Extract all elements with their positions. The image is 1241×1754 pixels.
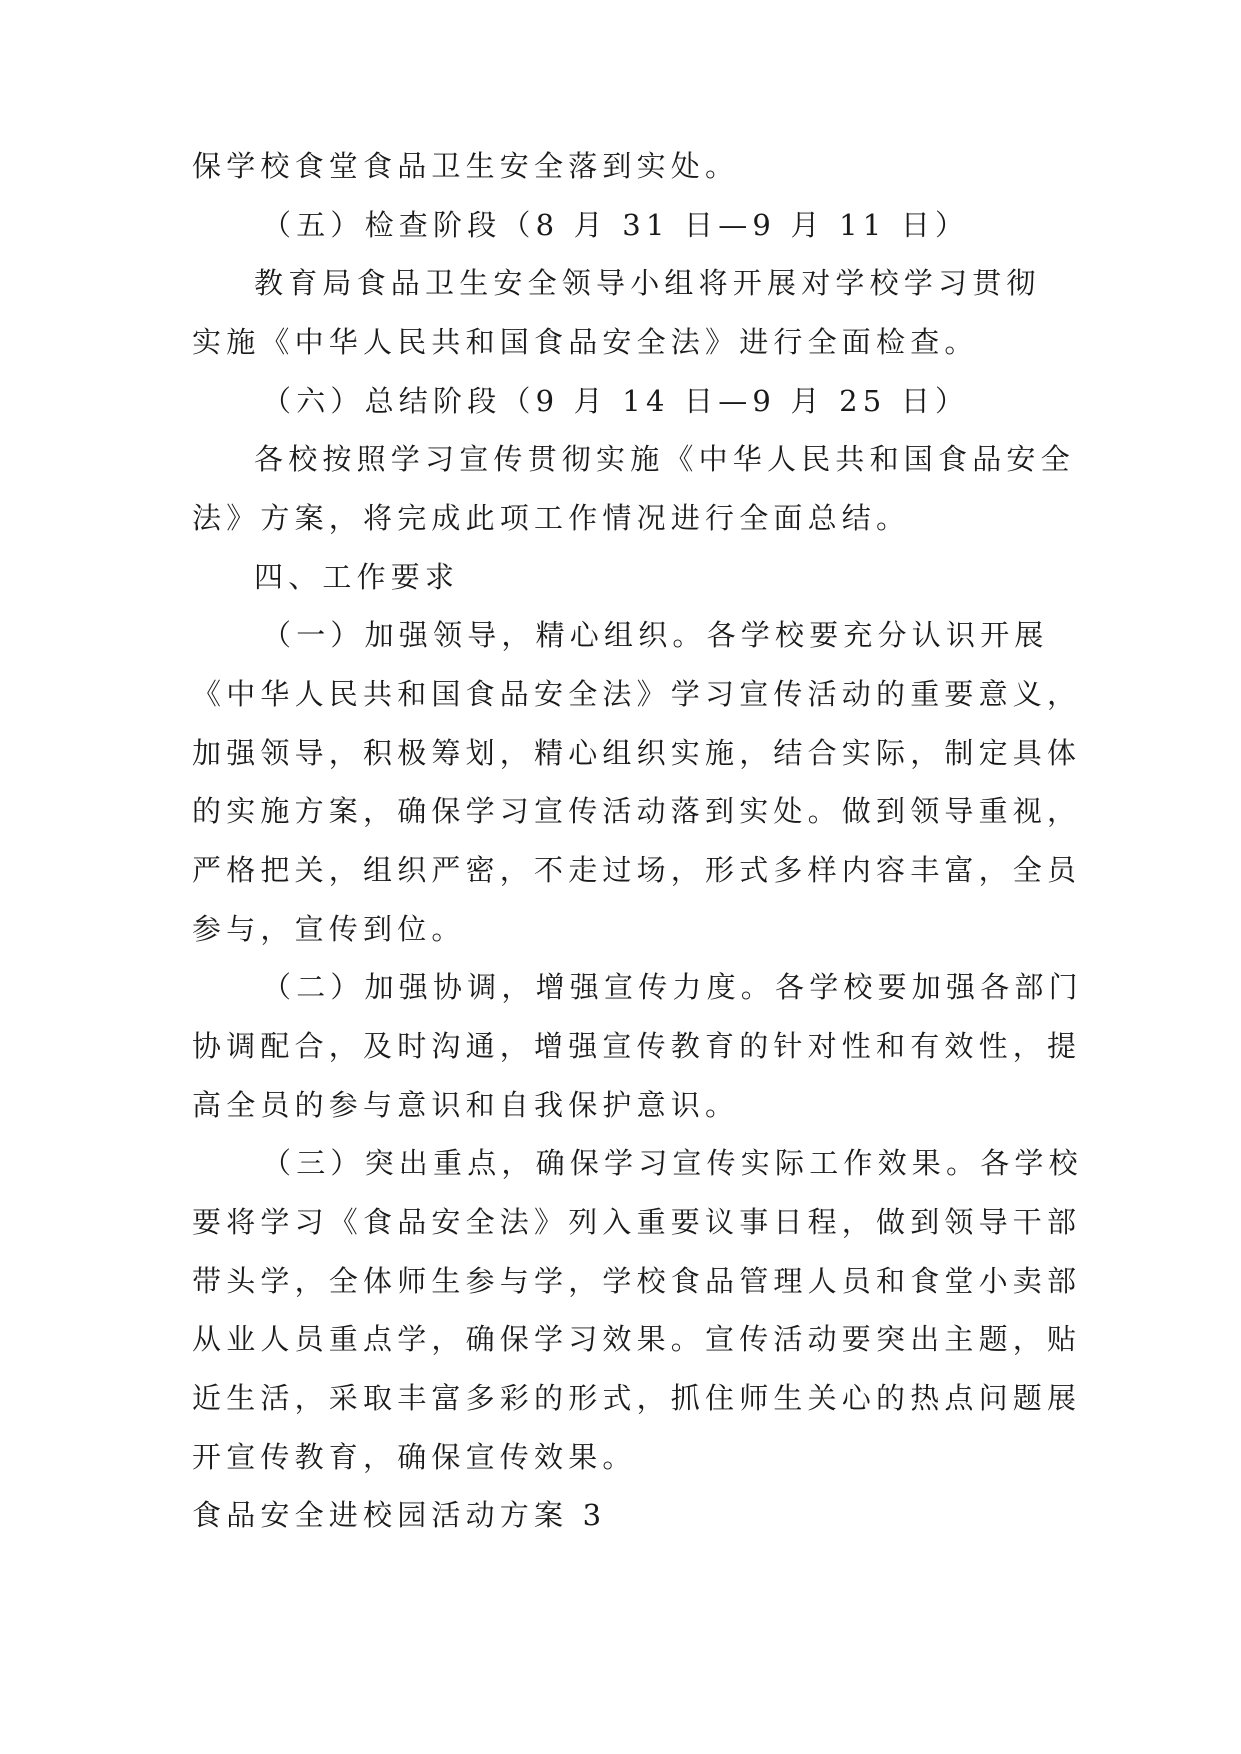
- paragraph-line: 的实施方案，确保学习宣传活动落到实处。做到领导重视，: [192, 794, 1082, 828]
- paragraph-line: （一）加强领导，精心组织。各学校要充分认识开展: [262, 618, 1049, 652]
- paragraph-line: 《中华人民共和国食品安全法》学习宣传活动的重要意义，: [192, 677, 1082, 711]
- paragraph-line: 教育局食品卫生安全领导小组将开展对学校学习贯彻: [254, 266, 1041, 300]
- paragraph-line: 严格把关，组织严密，不走过场，形式多样内容丰富，全员: [192, 853, 1082, 887]
- paragraph-line: 高全员的参与意识和自我保护意识。: [192, 1088, 740, 1122]
- section-heading-requirements: 四、工作要求: [254, 560, 460, 594]
- paragraph-line: 各校按照学习宣传贯彻实施《中华人民共和国食品安全: [254, 442, 1075, 476]
- paragraph-line: 法》方案，将完成此项工作情况进行全面总结。: [192, 501, 911, 535]
- paragraph-line: 协调配合，及时沟通，增强宣传教育的针对性和有效性，提: [192, 1029, 1082, 1063]
- paragraph-line: 带头学，全体师生参与学，学校食品管理人员和食堂小卖部: [192, 1264, 1082, 1298]
- paragraph-line: 从业人员重点学，确保学习效果。宣传活动要突出主题，贴: [192, 1322, 1082, 1356]
- paragraph-line: 要将学习《食品安全法》列入重要议事日程，做到领导干部: [192, 1205, 1082, 1239]
- section-heading-summary: （六）总结阶段（9 月 14 日—9 月 25 日）: [262, 384, 970, 418]
- paragraph-line: 实施《中华人民共和国食品安全法》进行全面检查。: [192, 325, 979, 359]
- paragraph-line: （三）突出重点，确保学习宣传实际工作效果。各学校: [262, 1146, 1083, 1180]
- paragraph-line: 参与，宣传到位。: [192, 912, 466, 946]
- document-title: 食品安全进校园活动方案 3: [192, 1498, 607, 1532]
- paragraph-line: 保学校食堂食品卫生安全落到实处。: [192, 149, 740, 183]
- section-heading-inspection: （五）检查阶段（8 月 31 日—9 月 11 日）: [262, 208, 970, 242]
- paragraph-line: 开宣传教育，确保宣传效果。: [192, 1440, 637, 1474]
- paragraph-line: 近生活，采取丰富多彩的形式，抓住师生关心的热点问题展: [192, 1381, 1082, 1415]
- paragraph-line: 加强领导，积极筹划，精心组织实施，结合实际，制定具体: [192, 736, 1082, 770]
- paragraph-line: （二）加强协调，增强宣传力度。各学校要加强各部门: [262, 970, 1083, 1004]
